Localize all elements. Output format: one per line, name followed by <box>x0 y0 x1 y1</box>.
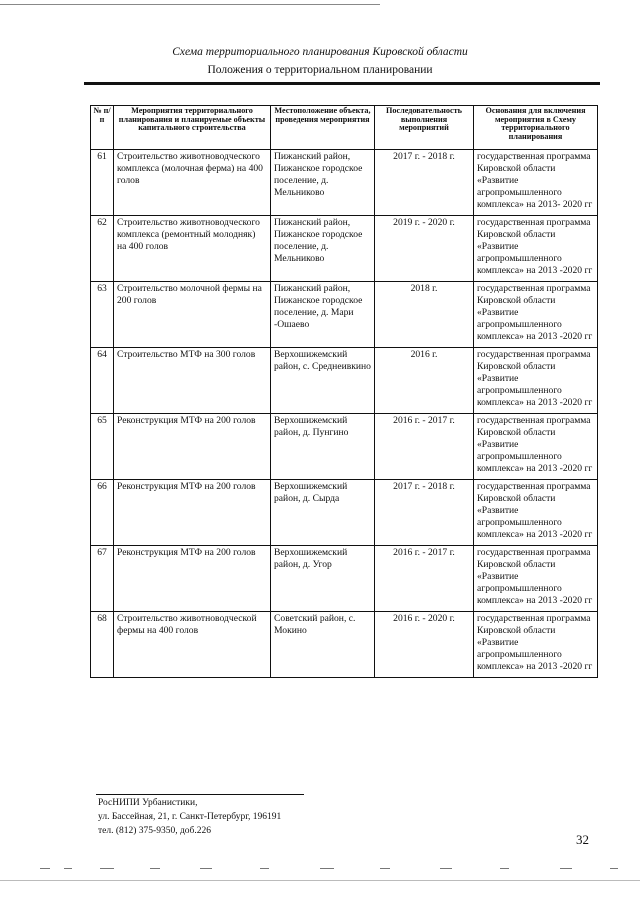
row-basis: государственная программа Кировской области «Развитие агропромышленного комплекса» на 2013- 2020 гг <box>474 150 598 216</box>
scan-bottom-rule <box>0 880 640 881</box>
scan-artifact-dash <box>560 868 572 869</box>
footer-address: ул. Бассейная, 21, г. Санкт-Петербург, 196191 <box>98 812 282 822</box>
top-scan-rule <box>0 4 380 5</box>
row-activity: Строительство животноводческого комплекса (ремонтный молодняк) на 400 голов <box>114 216 271 282</box>
row-basis: государственная программа Кировской области «Развитие агропромышленного комплекса» на 2013 -2020 гг <box>474 282 598 348</box>
column-header-basis: Основания для включения мероприятия в Схему территориального планирования <box>474 106 598 150</box>
table-row <box>91 282 598 348</box>
document-title: Схема территориального планирования Кировской области <box>172 46 468 58</box>
footer-organization: РосНИПИ Урбанистики, <box>98 798 198 808</box>
row-location: Верхошижемский район, д. Сырда <box>271 480 375 546</box>
table-row <box>91 150 598 216</box>
footer-divider <box>96 794 304 795</box>
column-header-order: Последовательность выполнения мероприятий <box>375 106 474 150</box>
row-number: 64 <box>91 348 114 414</box>
scan-artifact-dash <box>500 868 509 869</box>
table-row <box>91 546 598 612</box>
row-location: Советский район, с. Мокино <box>271 612 375 678</box>
scan-artifact-dash <box>610 868 618 869</box>
row-number: 68 <box>91 612 114 678</box>
table-header-row <box>91 106 598 150</box>
scan-artifact-dash <box>200 868 212 869</box>
row-basis: государственная программа Кировской области «Развитие агропромышленного комплекса» на 2013 -2020 гг <box>474 216 598 282</box>
row-basis: государственная программа Кировской области «Развитие агропромышленного комплекса» на 2013 -2020 гг <box>474 414 598 480</box>
page-number: 32 <box>576 832 589 847</box>
scan-artifact-dash <box>440 868 452 869</box>
row-location: Верхошижемский район, д. Пунгино <box>271 414 375 480</box>
scan-artifact-dash <box>150 868 160 869</box>
row-basis: государственная программа Кировской области «Развитие агропромышленного комплекса» на 2013 -2020 гг <box>474 480 598 546</box>
footer-phone: тел. (812) 375-9350, доб.226 <box>98 826 212 836</box>
row-activity: Реконструкция МТФ на 200 голов <box>114 480 271 546</box>
column-header-activity: Мероприятия территориального планирования и планируемые объекты капитального строительства <box>114 106 271 150</box>
row-activity: Реконструкция МТФ на 200 голов <box>114 546 271 612</box>
row-number: 62 <box>91 216 114 282</box>
row-order: 2016 г. <box>375 348 474 414</box>
row-order: 2017 г. - 2018 г. <box>375 150 474 216</box>
row-activity: Реконструкция МТФ на 200 голов <box>114 414 271 480</box>
row-location: Пижанский район, Пижанское городское поселение, д. Мельниково <box>271 150 375 216</box>
row-number: 65 <box>91 414 114 480</box>
row-activity: Строительство животноводческого комплекса (молочная ферма) на 400 голов <box>114 150 271 216</box>
scan-artifact-dash <box>380 868 390 869</box>
row-location: Пижанский район, Пижанское городское поселение, д. Мари -Ошаево <box>271 282 375 348</box>
header-divider <box>84 82 600 85</box>
table-row <box>91 480 598 546</box>
scan-artifact-dash <box>260 868 269 869</box>
row-number: 61 <box>91 150 114 216</box>
table-row <box>91 612 598 678</box>
column-header-location: Местоположение объекта, проведения мероприятия <box>271 106 375 150</box>
row-order: 2017 г. - 2018 г. <box>375 480 474 546</box>
scan-artifact-dash <box>64 868 72 869</box>
row-location: Пижанский район, Пижанское городское поселение, д. Мельниково <box>271 216 375 282</box>
table-row <box>91 414 598 480</box>
scan-artifact-dash <box>320 868 334 869</box>
row-number: 67 <box>91 546 114 612</box>
table-row <box>91 348 598 414</box>
row-order: 2016 г. - 2020 г. <box>375 612 474 678</box>
row-number: 63 <box>91 282 114 348</box>
planning-table <box>90 105 598 678</box>
row-number: 66 <box>91 480 114 546</box>
row-order: 2016 г. - 2017 г. <box>375 414 474 480</box>
scan-artifact-dash <box>100 868 114 869</box>
row-location: Верхошижемский район, д. Угор <box>271 546 375 612</box>
row-activity: Строительство МТФ на 300 голов <box>114 348 271 414</box>
row-basis: государственная программа Кировской области «Развитие агропромышленного комплекса» на 2013 -2020 гг <box>474 546 598 612</box>
row-activity: Строительство животноводческой фермы на 400 голов <box>114 612 271 678</box>
row-basis: государственная программа Кировской области «Развитие агропромышленного комплекса» на 2013 -2020 гг <box>474 348 598 414</box>
row-activity: Строительство молочной фермы на 200 голов <box>114 282 271 348</box>
row-order: 2019 г. - 2020 г. <box>375 216 474 282</box>
row-order: 2016 г. - 2017 г. <box>375 546 474 612</box>
column-header-number: № п/п <box>91 106 114 150</box>
document-subtitle: Положения о территориальном планировании <box>207 64 433 76</box>
row-basis: государственная программа Кировской области «Развитие агропромышленного комплекса» на 2013 -2020 гг <box>474 612 598 678</box>
scan-artifact-dash <box>40 868 50 869</box>
table-row <box>91 216 598 282</box>
row-location: Верхошижемский район, с. Среднеивкино <box>271 348 375 414</box>
row-order: 2018 г. <box>375 282 474 348</box>
